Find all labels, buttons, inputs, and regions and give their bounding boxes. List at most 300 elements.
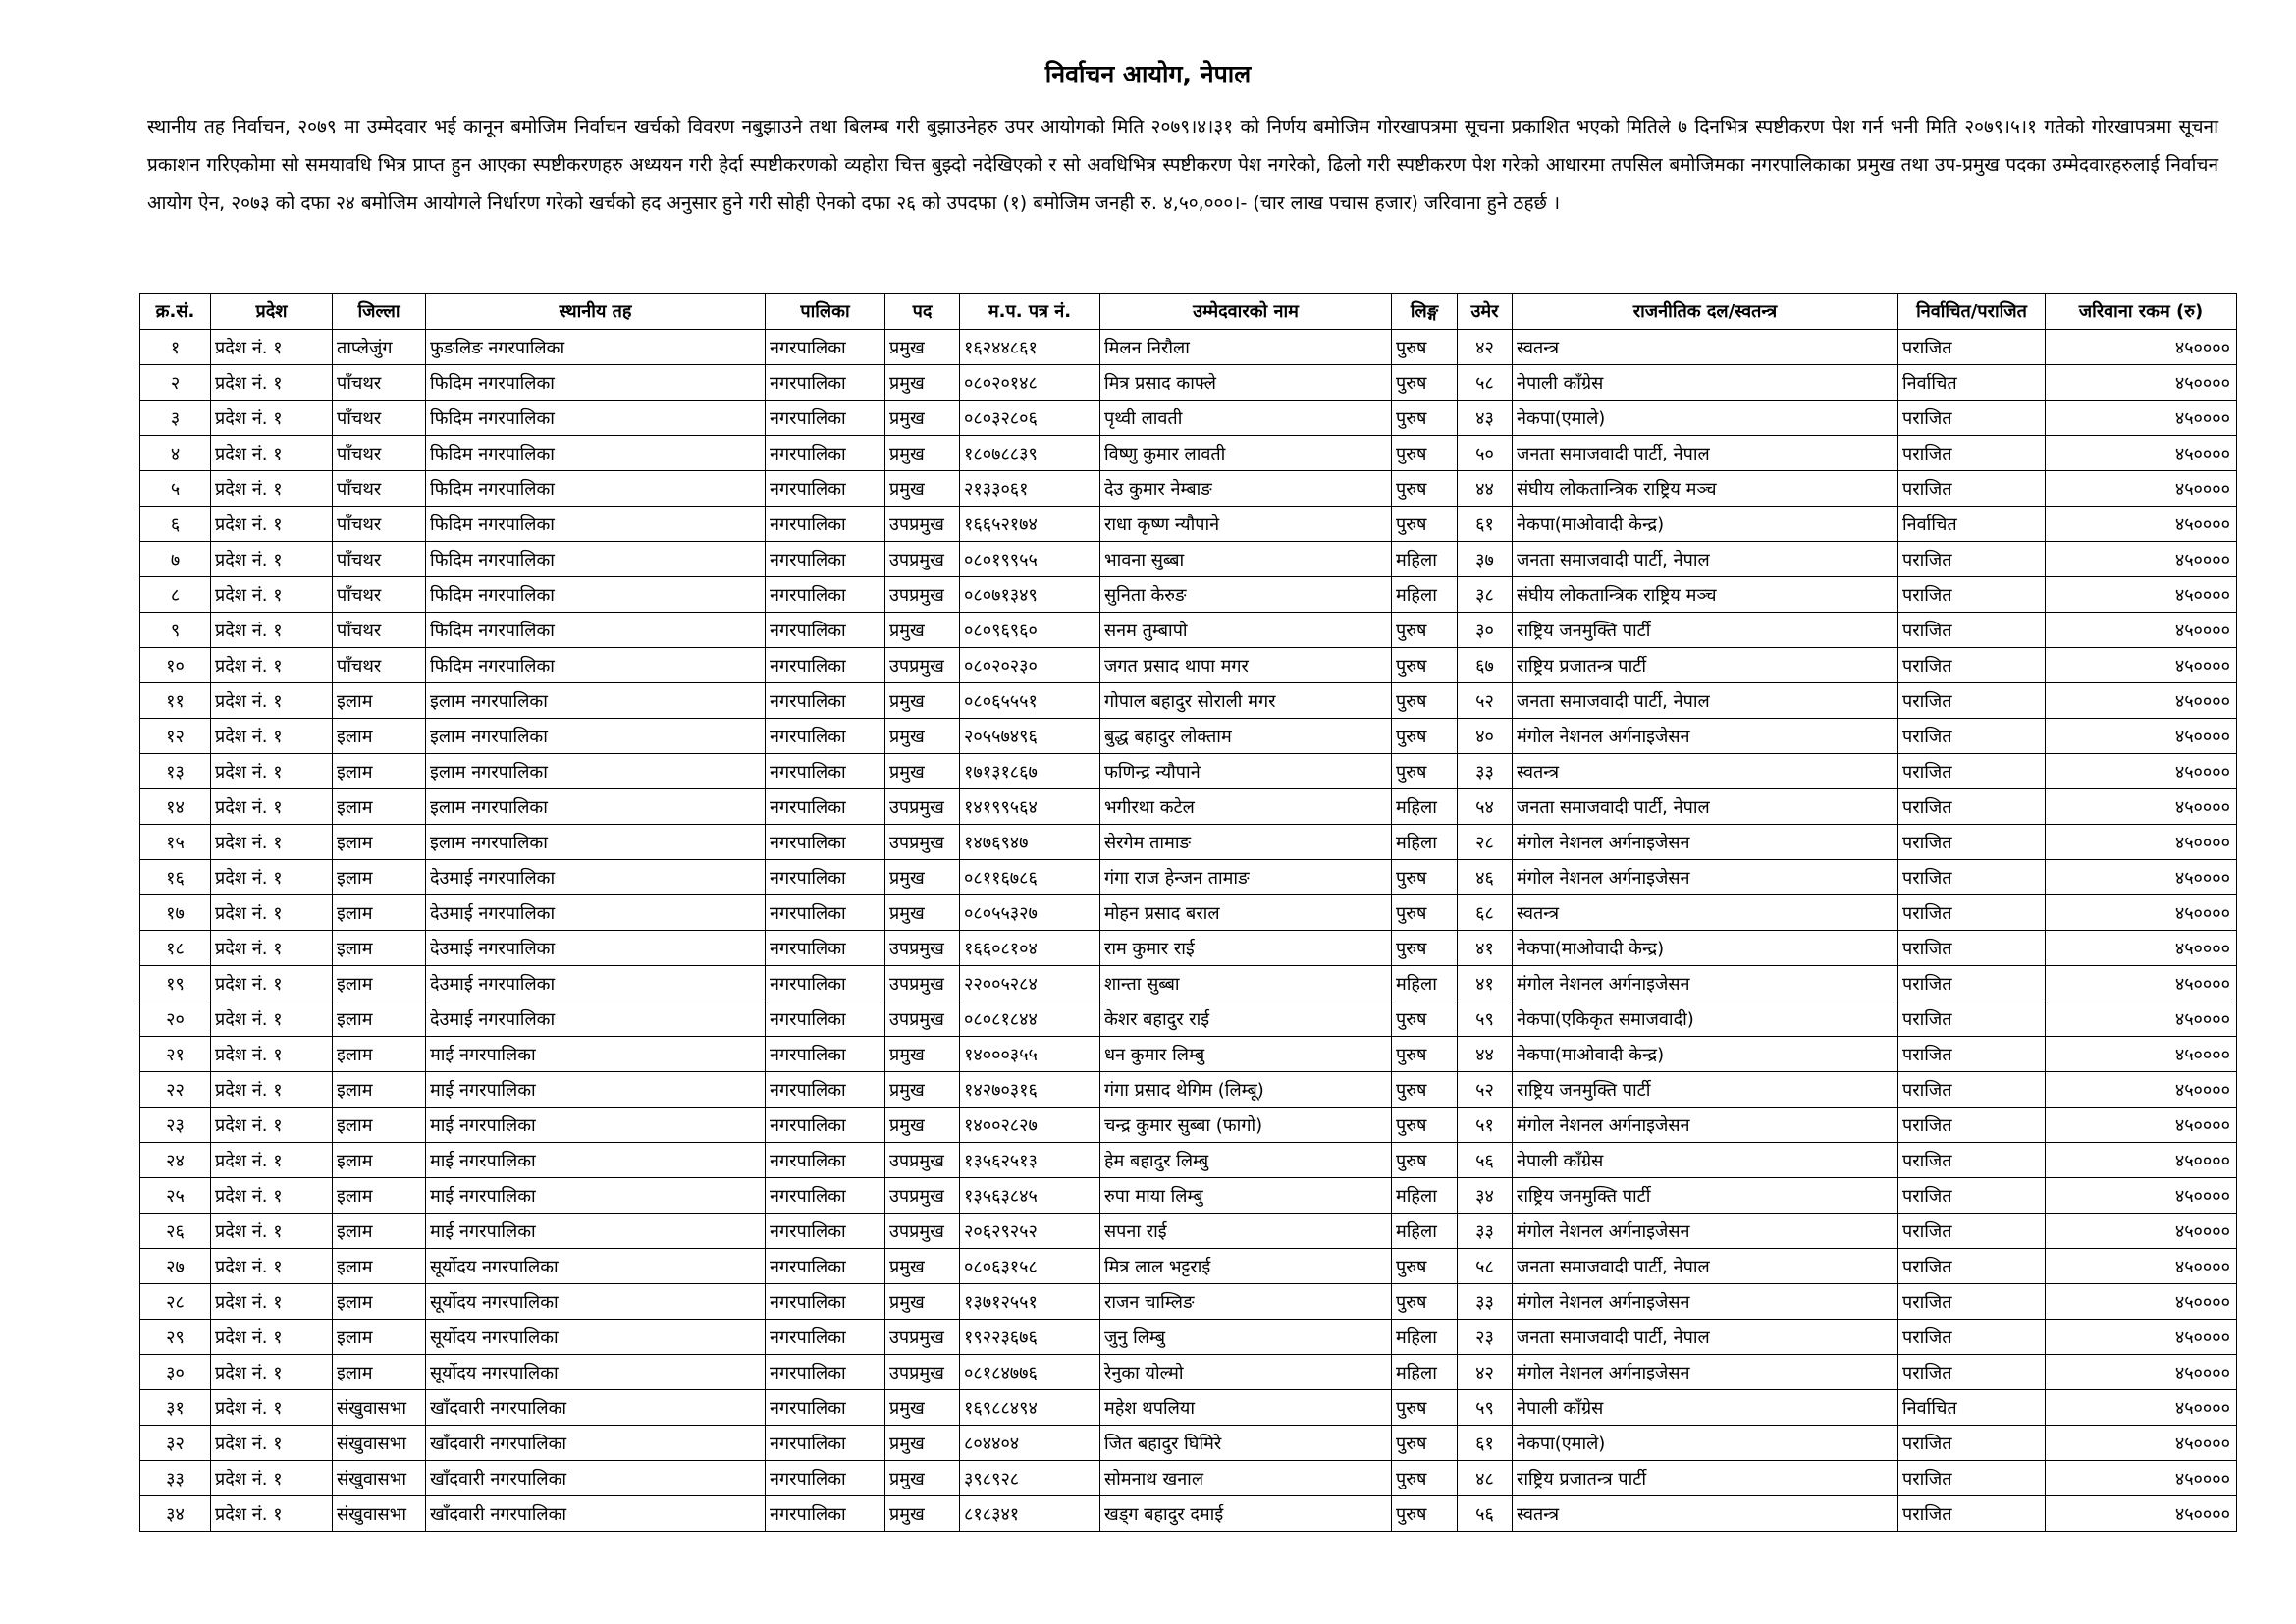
cell-post: प्रमुख [885,365,960,401]
cell-party: जनता समाजवादी पार्टी, नेपाल [1513,1249,1898,1284]
column-header-gender: लिङ्ग [1392,294,1458,330]
cell-fine-amount: ४५०००० [2046,1320,2237,1355]
cell-age: ६१ [1458,507,1513,542]
cell-candidate-name: मिलन निरौला [1100,330,1392,365]
cell-result: पराजित [1898,719,2046,754]
cell-party: नेकपा(एकिकृत समाजवादी) [1513,1001,1898,1037]
cell-gender: पुरुष [1392,401,1458,436]
cell-age: ४१ [1458,966,1513,1001]
cell-province: प्रदेश नं. १ [211,1355,333,1390]
cell-candidate-name: गंगा राज हेन्जन तामाङ [1100,860,1392,895]
cell-fine-amount: ४५०००० [2046,1284,2237,1320]
cell-candidacy-no: ०८०५५३२७ [960,895,1100,931]
cell-gender: पुरुष [1392,1072,1458,1108]
cell-district: इलाम [333,719,426,754]
cell-age: ५८ [1458,1249,1513,1284]
table-row [140,860,2237,895]
cell-serial: १ [140,330,211,365]
cell-gender: महिला [1392,1355,1458,1390]
cell-serial: २५ [140,1178,211,1214]
cell-municipality-type: नगरपालिका [766,789,885,825]
cell-local-level: इलाम नगरपालिका [426,789,766,825]
cell-municipality-type: नगरपालिका [766,931,885,966]
cell-serial: २७ [140,1249,211,1284]
cell-gender: पुरुष [1392,330,1458,365]
cell-serial: ११ [140,683,211,719]
table-row [140,1214,2237,1249]
cell-party: संघीय लोकतान्त्रिक राष्ट्रिय मञ्च [1513,577,1898,613]
cell-province: प्रदेश नं. १ [211,895,333,931]
table-row [140,471,2237,507]
cell-post: प्रमुख [885,330,960,365]
cell-municipality-type: नगरपालिका [766,330,885,365]
cell-province: प्रदेश नं. १ [211,1108,333,1143]
cell-serial: ३ [140,401,211,436]
cell-municipality-type: नगरपालिका [766,1496,885,1532]
cell-party: जनता समाजवादी पार्टी, नेपाल [1513,436,1898,471]
cell-age: ३८ [1458,577,1513,613]
cell-post: प्रमुख [885,860,960,895]
cell-candidacy-no: ३९८९२८ [960,1461,1100,1496]
cell-province: प्रदेश नं. १ [211,507,333,542]
table-row [140,365,2237,401]
cell-gender: पुरुष [1392,719,1458,754]
cell-fine-amount: ४५०००० [2046,1072,2237,1108]
cell-gender: पुरुष [1392,1390,1458,1426]
cell-province: प्रदेश नं. १ [211,365,333,401]
cell-municipality-type: नगरपालिका [766,860,885,895]
table-body [140,330,2237,1532]
cell-post: उपप्रमुख [885,577,960,613]
cell-candidate-name: जगत प्रसाद थापा मगर [1100,648,1392,683]
cell-candidacy-no: ०८११६७८६ [960,860,1100,895]
cell-fine-amount: ४५०००० [2046,1143,2237,1178]
cell-fine-amount: ४५०००० [2046,860,2237,895]
cell-age: ५८ [1458,365,1513,401]
cell-municipality-type: नगरपालिका [766,1461,885,1496]
cell-gender: महिला [1392,825,1458,860]
cell-party: स्वतन्त्र [1513,895,1898,931]
cell-district: इलाम [333,1355,426,1390]
cell-party: जनता समाजवादी पार्टी, नेपाल [1513,542,1898,577]
cell-post: उपप्रमुख [885,966,960,1001]
cell-result: पराजित [1898,401,2046,436]
cell-province: प्रदेश नं. १ [211,1037,333,1072]
cell-candidacy-no: १३७१२५५१ [960,1284,1100,1320]
cell-party: जनता समाजवादी पार्टी, नेपाल [1513,789,1898,825]
cell-party: राष्ट्रिय प्रजातन्त्र पार्टी [1513,648,1898,683]
cell-post: उपप्रमुख [885,542,960,577]
cell-municipality-type: नगरपालिका [766,542,885,577]
cell-fine-amount: ४५०००० [2046,1390,2237,1426]
cell-result: पराजित [1898,1143,2046,1178]
cell-local-level: देउमाई नगरपालिका [426,1001,766,1037]
cell-result: पराजित [1898,542,2046,577]
cell-district: इलाम [333,683,426,719]
cell-gender: पुरुष [1392,1496,1458,1532]
cell-candidacy-no: १३५६२५१३ [960,1143,1100,1178]
cell-gender: पुरुष [1392,754,1458,789]
table-row [140,542,2237,577]
cell-candidacy-no: ०८०६५५५१ [960,683,1100,719]
cell-candidate-name: राधा कृष्ण न्यौपाने [1100,507,1392,542]
cell-district: पाँचथर [333,436,426,471]
cell-age: ६८ [1458,895,1513,931]
cell-fine-amount: ४५०००० [2046,1108,2237,1143]
cell-age: ५४ [1458,789,1513,825]
cell-candidacy-no: १४००२८२७ [960,1108,1100,1143]
cell-result: पराजित [1898,1320,2046,1355]
cell-fine-amount: ४५०००० [2046,683,2237,719]
cell-municipality-type: नगरपालिका [766,1108,885,1143]
cell-party: मंगोल नेशनल अर्गनाइजेसन [1513,1284,1898,1320]
cell-municipality-type: नगरपालिका [766,365,885,401]
cell-gender: पुरुष [1392,1001,1458,1037]
cell-district: पाँचथर [333,648,426,683]
cell-candidacy-no: १३५६३८४५ [960,1178,1100,1214]
cell-local-level: इलाम नगरपालिका [426,683,766,719]
cell-province: प्रदेश नं. १ [211,1178,333,1214]
cell-local-level: इलाम नगरपालिका [426,719,766,754]
cell-candidate-name: मित्र लाल भट्टराई [1100,1249,1392,1284]
cell-candidacy-no: १६२४४८६१ [960,330,1100,365]
cell-candidate-name: चन्द्र कुमार सुब्बा (फागो) [1100,1108,1392,1143]
cell-municipality-type: नगरपालिका [766,648,885,683]
cell-candidacy-no: १४०००३५५ [960,1037,1100,1072]
cell-party: नेपाली काँग्रेस [1513,1390,1898,1426]
cell-age: ६७ [1458,648,1513,683]
table-row [140,1461,2237,1496]
cell-age: ५१ [1458,1108,1513,1143]
cell-serial: २६ [140,1214,211,1249]
cell-district: संखुवासभा [333,1390,426,1426]
cell-result: पराजित [1898,1355,2046,1390]
cell-serial: ३१ [140,1390,211,1426]
cell-district: संखुवासभा [333,1496,426,1532]
cell-province: प्रदेश नं. १ [211,754,333,789]
cell-municipality-type: नगरपालिका [766,1249,885,1284]
cell-municipality-type: नगरपालिका [766,683,885,719]
table-row [140,754,2237,789]
table-row [140,1037,2237,1072]
cell-fine-amount: ४५०००० [2046,895,2237,931]
cell-result: पराजित [1898,330,2046,365]
table-row [140,966,2237,1001]
cell-result: पराजित [1898,1072,2046,1108]
cell-local-level: फिदिम नगरपालिका [426,542,766,577]
cell-result: पराजित [1898,1426,2046,1461]
cell-party: मंगोल नेशनल अर्गनाइजेसन [1513,1214,1898,1249]
cell-candidacy-no: १४२७०३१६ [960,1072,1100,1108]
cell-municipality-type: नगरपालिका [766,825,885,860]
cell-result: निर्वाचित [1898,507,2046,542]
cell-age: ४२ [1458,330,1513,365]
cell-province: प्रदेश नं. १ [211,1496,333,1532]
cell-fine-amount: ४५०००० [2046,1249,2237,1284]
cell-age: ५२ [1458,1072,1513,1108]
cell-municipality-type: नगरपालिका [766,1178,885,1214]
cell-municipality-type: नगरपालिका [766,401,885,436]
cell-candidacy-no: १७१३१८६७ [960,754,1100,789]
cell-local-level: फिदिम नगरपालिका [426,613,766,648]
cell-local-level: फिदिम नगरपालिका [426,471,766,507]
cell-age: ३३ [1458,1284,1513,1320]
cell-local-level: देउमाई नगरपालिका [426,895,766,931]
column-header-result: निर्वाचित/पराजित [1898,294,2046,330]
cell-candidate-name: खड्ग बहादुर दमाई [1100,1496,1392,1532]
cell-gender: पुरुष [1392,648,1458,683]
cell-district: इलाम [333,966,426,1001]
cell-post: प्रमुख [885,1426,960,1461]
table-row [140,1390,2237,1426]
cell-result: पराजित [1898,789,2046,825]
cell-fine-amount: ४५०००० [2046,577,2237,613]
cell-district: इलाम [333,1284,426,1320]
cell-candidate-name: गोपाल बहादुर सोराली मगर [1100,683,1392,719]
cell-serial: २ [140,365,211,401]
cell-gender: महिला [1392,1320,1458,1355]
cell-serial: २० [140,1001,211,1037]
cell-candidate-name: पृथ्वी लावती [1100,401,1392,436]
table-row [140,330,2237,365]
cell-local-level: माई नगरपालिका [426,1143,766,1178]
cell-result: पराजित [1898,1178,2046,1214]
cell-gender: महिला [1392,577,1458,613]
cell-fine-amount: ४५०००० [2046,542,2237,577]
cell-serial: ६ [140,507,211,542]
cell-candidacy-no: ०८०९६९६० [960,613,1100,648]
cell-candidate-name: सेरगेम तामाङ [1100,825,1392,860]
cell-age: ४० [1458,719,1513,754]
cell-candidate-name: रेनुका योल्मो [1100,1355,1392,1390]
cell-party: राष्ट्रिय जनमुक्ति पार्टी [1513,1072,1898,1108]
table-header-row [140,294,2237,330]
cell-local-level: सूर्योदय नगरपालिका [426,1249,766,1284]
column-header-province: प्रदेश [211,294,333,330]
cell-province: प्रदेश नं. १ [211,719,333,754]
cell-district: पाँचथर [333,471,426,507]
cell-municipality-type: नगरपालिका [766,754,885,789]
cell-age: ४४ [1458,1037,1513,1072]
cell-age: २८ [1458,825,1513,860]
cell-district: इलाम [333,789,426,825]
cell-candidacy-no: ०८०३२८०६ [960,401,1100,436]
table-row [140,648,2237,683]
cell-district: इलाम [333,1037,426,1072]
cell-fine-amount: ४५०००० [2046,1496,2237,1532]
cell-age: ५० [1458,436,1513,471]
cell-municipality-type: नगरपालिका [766,613,885,648]
cell-gender: पुरुष [1392,1461,1458,1496]
cell-post: प्रमुख [885,1037,960,1072]
cell-post: प्रमुख [885,895,960,931]
cell-candidate-name: फणिन्द्र न्यौपाने [1100,754,1392,789]
cell-party: स्वतन्त्र [1513,330,1898,365]
table-row [140,789,2237,825]
cell-candidate-name: गंगा प्रसाद थेगिम (लिम्बू) [1100,1072,1392,1108]
cell-gender: पुरुष [1392,436,1458,471]
cell-post: प्रमुख [885,1496,960,1532]
cell-local-level: देउमाई नगरपालिका [426,860,766,895]
column-header-district: जिल्ला [333,294,426,330]
cell-district: इलाम [333,1108,426,1143]
table-row [140,613,2237,648]
cell-local-level: फिदिम नगरपालिका [426,648,766,683]
cell-candidacy-no: ८१८३४१ [960,1496,1100,1532]
cell-local-level: खाँदवारी नगरपालिका [426,1461,766,1496]
cell-fine-amount: ४५०००० [2046,365,2237,401]
cell-candidate-name: मोहन प्रसाद बराल [1100,895,1392,931]
cell-district: इलाम [333,1249,426,1284]
cell-result: पराजित [1898,648,2046,683]
cell-party: राष्ट्रिय प्रजातन्त्र पार्टी [1513,1461,1898,1496]
column-header-age: उमेर [1458,294,1513,330]
cell-party: राष्ट्रिय जनमुक्ति पार्टी [1513,1178,1898,1214]
cell-province: प्रदेश नं. १ [211,931,333,966]
cell-gender: पुरुष [1392,1143,1458,1178]
table-row [140,895,2237,931]
table-row [140,683,2237,719]
cell-serial: ४ [140,436,211,471]
cell-fine-amount: ४५०००० [2046,1214,2237,1249]
cell-district: पाँचथर [333,401,426,436]
cell-district: इलाम [333,860,426,895]
cell-gender: पुरुष [1392,1249,1458,1284]
cell-gender: पुरुष [1392,895,1458,931]
cell-result: पराजित [1898,931,2046,966]
cell-post: उपप्रमुख [885,1001,960,1037]
cell-serial: १२ [140,719,211,754]
cell-result: पराजित [1898,1461,2046,1496]
cell-party: मंगोल नेशनल अर्गनाइजेसन [1513,966,1898,1001]
cell-age: ३३ [1458,754,1513,789]
cell-party: मंगोल नेशनल अर्गनाइजेसन [1513,825,1898,860]
table-row [140,1496,2237,1532]
cell-result: पराजित [1898,683,2046,719]
cell-local-level: माई नगरपालिका [426,1214,766,1249]
cell-party: स्वतन्त्र [1513,1496,1898,1532]
cell-candidacy-no: २०६२९२५२ [960,1214,1100,1249]
cell-province: प्रदेश नं. १ [211,683,333,719]
cell-candidacy-no: ०८०७१३४९ [960,577,1100,613]
cell-post: उपप्रमुख [885,1178,960,1214]
cell-result: पराजित [1898,613,2046,648]
cell-age: ५२ [1458,683,1513,719]
cell-local-level: फुङलिङ नगरपालिका [426,330,766,365]
cell-result: पराजित [1898,1496,2046,1532]
cell-candidacy-no: १६६५२१७४ [960,507,1100,542]
cell-municipality-type: नगरपालिका [766,1001,885,1037]
cell-candidate-name: देउ कुमार नेम्बाङ [1100,471,1392,507]
cell-gender: पुरुष [1392,507,1458,542]
cell-fine-amount: ४५०००० [2046,1355,2237,1390]
cell-municipality-type: नगरपालिका [766,1214,885,1249]
cell-municipality-type: नगरपालिका [766,507,885,542]
cell-post: प्रमुख [885,1390,960,1426]
cell-municipality-type: नगरपालिका [766,966,885,1001]
cell-local-level: खाँदवारी नगरपालिका [426,1426,766,1461]
cell-post: प्रमुख [885,436,960,471]
cell-candidate-name: जुनु लिम्बु [1100,1320,1392,1355]
cell-result: पराजित [1898,577,2046,613]
cell-municipality-type: नगरपालिका [766,1037,885,1072]
cell-province: प्रदेश नं. १ [211,401,333,436]
cell-fine-amount: ४५०००० [2046,719,2237,754]
cell-province: प्रदेश नं. १ [211,577,333,613]
cell-age: ५६ [1458,1143,1513,1178]
cell-serial: २३ [140,1108,211,1143]
cell-district: इलाम [333,825,426,860]
cell-candidacy-no: ०८१८४७७६ [960,1355,1100,1390]
cell-serial: १९ [140,966,211,1001]
table-row [140,719,2237,754]
cell-gender: पुरुष [1392,860,1458,895]
cell-age: ३४ [1458,1178,1513,1214]
cell-district: ताप्लेजुंग [333,330,426,365]
cell-candidate-name: राम कुमार राई [1100,931,1392,966]
fine-table [139,293,2237,1532]
column-header-local-level: स्थानीय तह [426,294,766,330]
cell-result: पराजित [1898,1037,2046,1072]
cell-district: इलाम [333,1072,426,1108]
cell-candidacy-no: १४१९९५६४ [960,789,1100,825]
cell-gender: पुरुष [1392,365,1458,401]
cell-result: पराजित [1898,825,2046,860]
cell-fine-amount: ४५०००० [2046,825,2237,860]
cell-result: पराजित [1898,1108,2046,1143]
cell-province: प्रदेश नं. १ [211,860,333,895]
cell-district: इलाम [333,1001,426,1037]
cell-serial: १८ [140,931,211,966]
cell-party: मंगोल नेशनल अर्गनाइजेसन [1513,1355,1898,1390]
cell-post: प्रमुख [885,1284,960,1320]
cell-serial: ३० [140,1355,211,1390]
cell-age: २३ [1458,1320,1513,1355]
cell-party: नेकपा(एमाले) [1513,1426,1898,1461]
cell-age: ४१ [1458,931,1513,966]
table-row [140,1001,2237,1037]
cell-party: नेपाली काँग्रेस [1513,1143,1898,1178]
cell-district: इलाम [333,931,426,966]
column-header-party: राजनीतिक दल/स्वतन्त्र [1513,294,1898,330]
cell-result: पराजित [1898,436,2046,471]
cell-result: पराजित [1898,1214,2046,1249]
table-row [140,1143,2237,1178]
cell-result: निर्वाचित [1898,1390,2046,1426]
cell-candidacy-no: ०८०२०२३० [960,648,1100,683]
cell-party: मंगोल नेशनल अर्गनाइजेसन [1513,860,1898,895]
cell-serial: १६ [140,860,211,895]
cell-result: पराजित [1898,1284,2046,1320]
cell-fine-amount: ४५०००० [2046,966,2237,1001]
cell-district: पाँचथर [333,507,426,542]
cell-fine-amount: ४५०००० [2046,1178,2237,1214]
cell-province: प्रदेश नं. १ [211,471,333,507]
cell-serial: ५ [140,471,211,507]
cell-district: पाँचथर [333,613,426,648]
cell-party: जनता समाजवादी पार्टी, नेपाल [1513,683,1898,719]
cell-post: प्रमुख [885,1461,960,1496]
cell-gender: पुरुष [1392,613,1458,648]
document-title: निर्वाचन आयोग, नेपाल [1044,60,1252,88]
cell-age: ३३ [1458,1214,1513,1249]
cell-candidate-name: जित बहादुर घिमिरे [1100,1426,1392,1461]
cell-local-level: देउमाई नगरपालिका [426,931,766,966]
cell-serial: १४ [140,789,211,825]
cell-post: उपप्रमुख [885,1214,960,1249]
cell-district: पाँचथर [333,577,426,613]
cell-municipality-type: नगरपालिका [766,1072,885,1108]
